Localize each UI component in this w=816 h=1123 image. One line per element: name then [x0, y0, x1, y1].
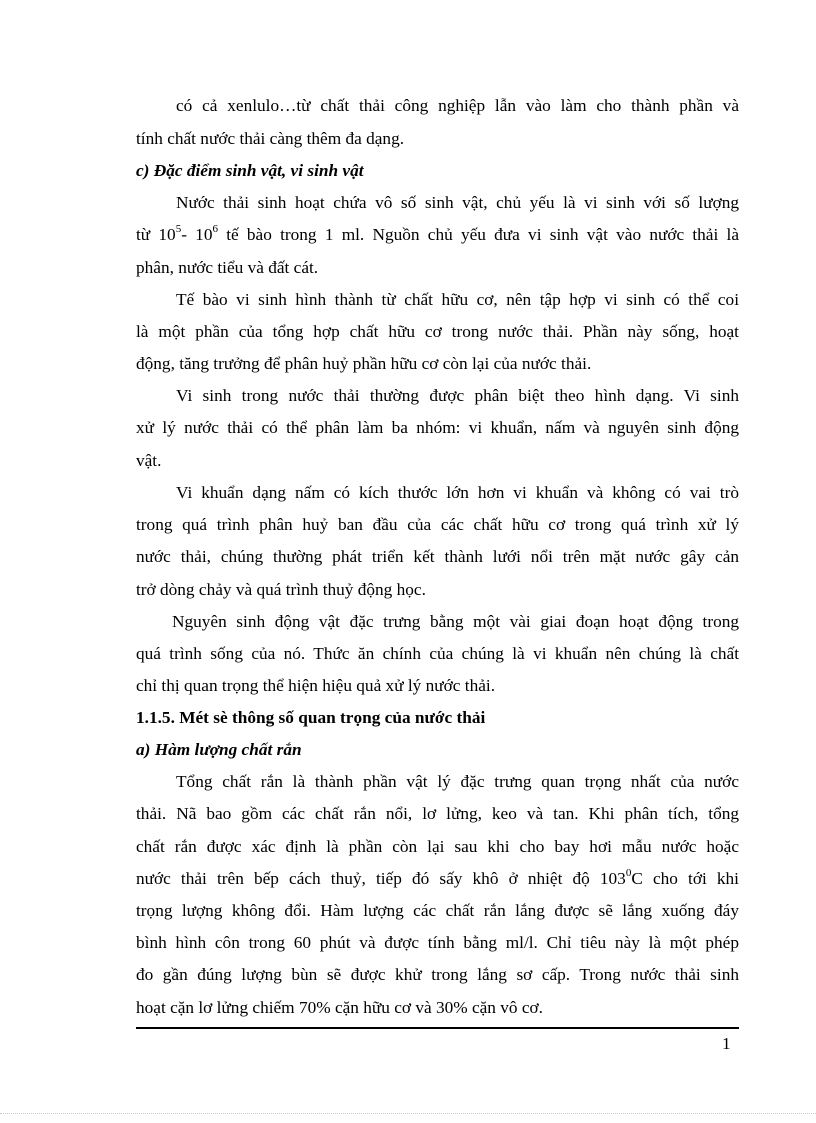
paragraph-line: phân, nước tiểu và đất cát. [136, 258, 319, 277]
paragraph-line: trở dòng chảy và quá trình thuỷ động học. [136, 580, 426, 599]
paragraph-line: Tế bào vi sinh hình thành từ chất hữu cơ, nên tập hợp vi sinh có thể coi [176, 290, 739, 309]
page-number: 1 [722, 1034, 731, 1053]
paragraph-line: từ $10^5-$ $10^6$ tế bào trong 1 ml. Nguồn chủ yếu đưa vi sinh vật vào nước thải là [136, 223, 739, 244]
paragraph-line: bình hình côn trong 60 phút và được tính bằng ml/l. Chỉ tiêu này là một phép [136, 933, 739, 952]
paragraph-line: là một phần của tổng hợp chất hữu cơ trong nước thải. Phần này sống, hoạt [136, 322, 739, 341]
paragraph-line: chất rắn được xác định là phần còn lại sau khi cho bay hơi mẫu nước hoặc [136, 837, 739, 856]
page-bottom-dotted-divider [0, 1113, 816, 1114]
paragraph-line: Nguyên sinh động vật đặc trưng bằng một vài giai đoạn hoạt động trong [172, 612, 739, 631]
paragraph-line: động, tăng trưởng để phân huỷ phần hữu cơ còn lại của nước thải. [136, 354, 592, 373]
paragraph-line: tính chất nước thải càng thêm đa dạng. [136, 129, 405, 148]
paragraph-line: Vi sinh trong nước thải thường được phân biệt theo hình dạng. Vi sinh [176, 386, 739, 405]
paragraph-line: hoạt cặn lơ lửng chiếm 70% cặn hữu cơ và 30% cặn vô cơ. [136, 998, 544, 1017]
paragraph-line: vật. [136, 451, 162, 470]
paragraph-line: Vi khuẩn dạng nấm có kích thước lớn hơn vi khuẩn và không có vai trò [176, 483, 739, 502]
footer-rule [136, 1027, 739, 1029]
section-heading-c: c) Đặc điểm sinh vật, vi sinh vật [136, 161, 364, 180]
section-heading-1-1-5: 1.1.5. Mét sè thông số quan trọng của nước thải [136, 708, 486, 727]
paragraph-line: đo gần đúng lượng bùn sẽ được khử trong lắng sơ cấp. Trong nước thải sinh [136, 965, 739, 984]
paragraph-line: có cả xenlulo…từ chất thải công nghiệp lẫn vào làm cho thành phần và [176, 96, 739, 115]
paragraph-line: chỉ thị quan trọng thể hiện hiệu quả xử lý nước thải. [136, 676, 496, 695]
paragraph-line: trong quá trình phân huỷ ban đầu của các chất hữu cơ trong quá trình xử lý [136, 515, 739, 534]
paragraph-line: xử lý nước thải có thể phân làm ba nhóm: vi khuẩn, nấm và nguyên sinh động [136, 418, 739, 437]
paragraph-line: quá trình sống của nó. Thức ăn chính của chúng là vi khuẩn nên chúng là chất [136, 644, 739, 663]
paragraph-line: Nước thải sinh hoạt chứa vô số sinh vật, chủ yếu là vi sinh với số lượng [176, 193, 739, 212]
section-heading-a: a) Hàm lượng chất rắn [136, 740, 302, 759]
paragraph-line: trọng lượng không đổi. Hàm lượng các chất rắn lắng được sẽ lắng xuống đáy [136, 901, 739, 920]
paragraph-line: Tổng chất rắn là thành phần vật lý đặc trưng quan trọng nhất của nước [176, 772, 739, 791]
paragraph-line: nước thải trên bếp cách thuỷ, tiếp đó sấy khô ở nhiệt độ $103^0C$ cho tới khi [136, 867, 739, 888]
paragraph-line: nước thải, chúng thường phát triển kết thành lưới nổi trên mặt nước gây cản [136, 547, 739, 566]
paragraph-line: thải. Nã bao gồm các chất rắn nổi, lơ lửng, keo và tan. Khi phân tích, tổng [136, 804, 739, 823]
